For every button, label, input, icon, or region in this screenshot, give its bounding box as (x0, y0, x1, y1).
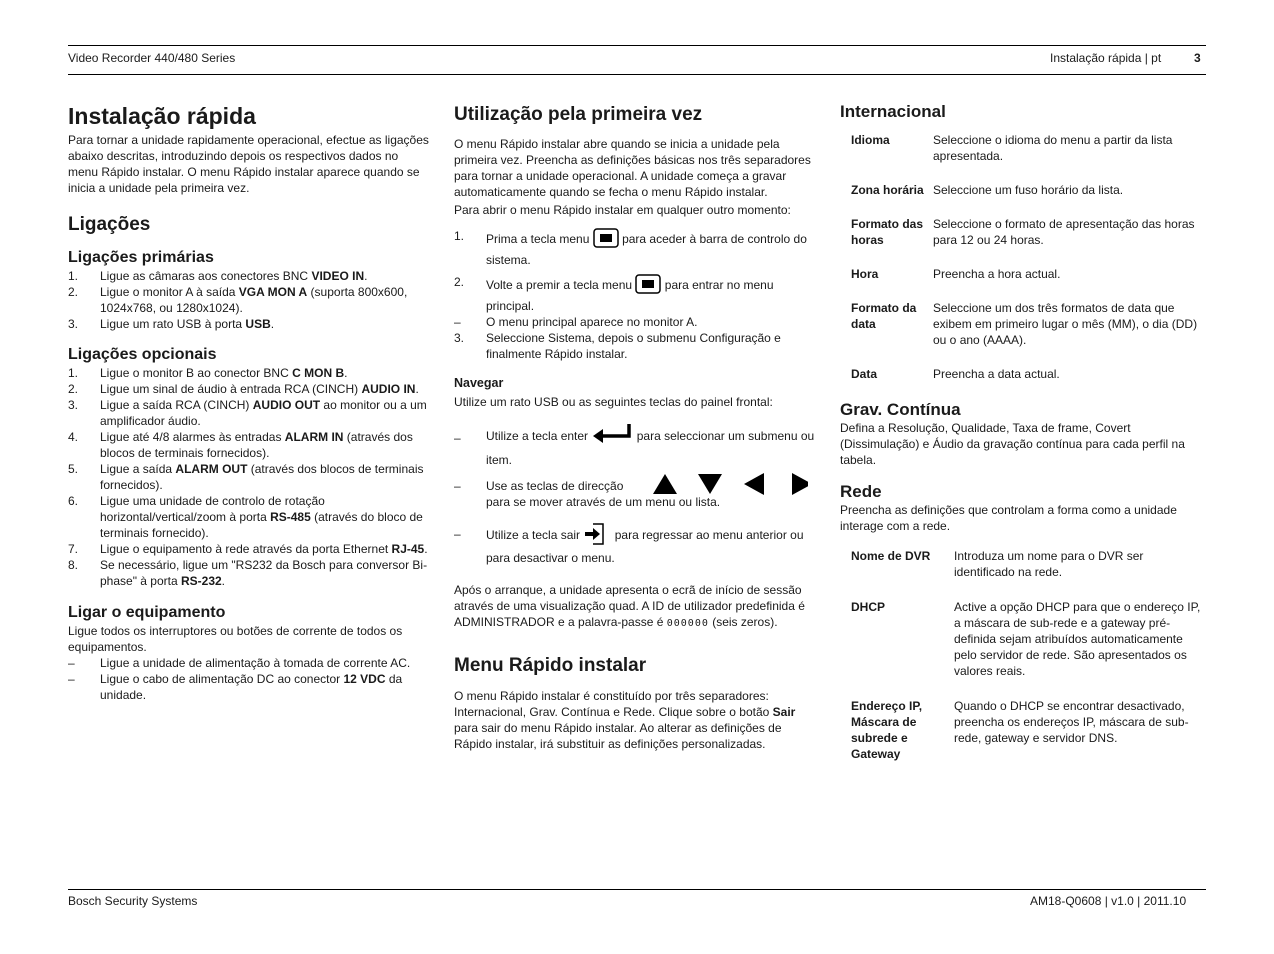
header-left: Video Recorder 440/480 Series (68, 51, 236, 65)
column-3 (840, 102, 1206, 781)
header-rule-top (68, 45, 1206, 46)
column-1 (68, 100, 430, 703)
nav-exit: – Utilize a tecla sair para regressar ao menu anterior ou para desactivar o menu. (454, 522, 816, 566)
list-item: – Ligue a unidade de alimentação à tomada de corrente AC. (68, 656, 411, 670)
step-2: 2. Volte a premir a tecla menu para entrar no menu principal. (454, 275, 774, 313)
step-1: 1. Prima a tecla menu para aceder à barra de controlo do sistema. (454, 229, 807, 267)
utilizacao-intro: O menu Rápido instalar abre quando se inicia a unidade pela primeira vez. Preencha as definições básicas nos três separadores para tornar a unidade operacional. A unidade começa a gravar automaticamente quando se fecha o menu Rápido instalar. (454, 137, 811, 199)
list-item: 5. Ligue a saída ALARM OUT (através dos blocos de terminais fornecidos). (68, 462, 424, 492)
arrow-up-icon (653, 474, 677, 494)
definition-row: Endereço IP, Máscara de subrede e Gateway Quando o DHCP se encontrar desactivado, preencha os endereços IP, máscara de sub-rede, gateway e servidor DNS. (851, 699, 1189, 761)
definition-row: Formato da data Seleccione um dos três formatos de data que exibem em primeiro lugar o mês (MM), o dia (DD) ou o ano (AAAA). (851, 301, 1198, 347)
footer-left: Bosch Security Systems (68, 894, 198, 908)
list-item: 2. Ligue um sinal de áudio à entrada RCA (CINCH) AUDIO IN. (68, 382, 419, 396)
step-3: 3. Seleccione Sistema, depois o submenu Configuração e finalmente Rápido instalar. (454, 331, 781, 361)
definition-row: Formato das horas Seleccione o formato de apresentação das horas para 12 ou 24 horas. (851, 217, 1195, 247)
ligar-list (68, 655, 430, 703)
section-rede: Rede (840, 482, 882, 501)
internacional-table (840, 132, 1206, 382)
nav-enter: – Utilize a tecla enter para seleccionar um submenu ou item. (454, 422, 816, 468)
exit-key-icon (583, 522, 611, 550)
column-2 (454, 100, 816, 752)
section-ligacoes: Ligações (68, 214, 151, 235)
arrow-right-icon (792, 473, 808, 495)
definition-row: DHCP Active a opção DHCP para que o endereço IP, a máscara de sub-rede e a gateway pré-definida sejam atribuídos automaticamente pelo servidor de rede. São apresentados os valores reais. (851, 600, 1201, 678)
navegar-intro: Utilize um rato USB ou as seguintes teclas do painel frontal: (454, 395, 773, 409)
enter-key-icon (591, 422, 633, 452)
after-login-text: Após o arranque, a unidade apresenta o ecrã de início de sessão através de uma visualização quad. A ID de utilizador predefinida é ADMINISTRADOR e a palavra-passe é 000000 (seis zeros). (454, 583, 805, 629)
footer-right: AM18-Q0608 | v1.0 | 2011.10 (1030, 894, 1187, 908)
utilizacao-intro2: Para abrir o menu Rápido instalar em qualquer outro momento: (454, 203, 791, 217)
definition-row: Idioma Seleccione o idioma do menu a partir da lista apresentada. (851, 133, 1173, 163)
page-title: Instalação rápida (68, 103, 256, 129)
footer-rule (68, 889, 1206, 890)
list-item: – Ligue o cabo de alimentação DC ao conector 12 VDC da unidade. (68, 672, 403, 702)
page-number: 3 (1194, 51, 1201, 65)
header-rule-bottom (68, 74, 1206, 75)
arrow-down-icon (698, 474, 722, 494)
definition-row: Hora Preencha a hora actual. (851, 267, 1061, 281)
ligar-intro: Ligue todos os interruptores ou botões de corrente de todos os equipamentos. (68, 624, 403, 654)
subsection-opcionais: Ligações opcionais (68, 346, 217, 363)
subsection-ligar: Ligar o equipamento (68, 604, 226, 621)
section-grav-continua: Grav. Contínua (840, 400, 961, 419)
intro-text: Para tornar a unidade rapidamente operacional, efectue as ligações abaixo descritas, introduzindo depois os respectivos dados no menu Rápido instalar. O menu Rápido instalar aparece quando se inicia a unidade pela primeira vez. (68, 133, 429, 195)
header-section: Instalação rápida | pt (1050, 51, 1162, 65)
list-item: 2. Ligue o monitor A à saída VGA MON A (suporta 800x600, 1024x768, ou 1280x1024). (68, 285, 408, 315)
opcionais-list (68, 365, 430, 589)
section-menu-rapido: Menu Rápido instalar (454, 655, 647, 676)
list-item: 4. Ligue até 4/8 alarmes às entradas ALARM IN (através dos blocos de terminais fornecidos). (68, 430, 413, 460)
nav-arrows: – Use as teclas de direcção para se mover através de um menu ou lista. (454, 478, 816, 510)
list-item: 3. Ligue um rato USB à porta USB. (68, 317, 275, 331)
list-item: 6. Ligue uma unidade de controlo de rotação horizontal/vertical/zoom à porta RS-485 (através do bloco de terminais fornecido). (68, 494, 423, 540)
menu-rapido-text: O menu Rápido instalar é constituído por três separadores: Internacional, Grav. Contínua e Rede. Clique sobre o botão Sair para sair do menu Rápido instalar. Ao alterar as definições de Rápido instalar, irá substituir as definições personalizadas. (454, 689, 796, 751)
step-dash: – O menu principal aparece no monitor A. (454, 315, 698, 329)
list-item: 8. Se necessário, ligue um "RS232 da Bosch para conversor Bi-phase" à porta RS-232. (68, 558, 428, 588)
arrow-left-icon (744, 473, 764, 495)
definition-row: Data Preencha a data actual. (851, 367, 1060, 381)
primarias-list (68, 268, 430, 332)
menu-key-icon (593, 228, 619, 252)
grav-text: Defina a Resolução, Qualidade, Taxa de frame, Covert (Dissimulação) e Áudio da gravação contínua para cada perfil na tabela. (840, 421, 1185, 467)
rede-table (840, 548, 1206, 762)
rede-text: Preencha as definições que controlam a forma como a unidade interage com a rede. (840, 503, 1177, 533)
list-item: 3. Ligue a saída RCA (CINCH) AUDIO OUT ao monitor ou a um amplificador áudio. (68, 398, 427, 428)
section-utilizacao: Utilização pela primeira vez (454, 104, 703, 125)
list-item: 1. Ligue o monitor B ao conector BNC C MON B. (68, 366, 348, 380)
section-internacional: Internacional (840, 102, 946, 121)
subsection-primarias: Ligações primárias (68, 249, 214, 266)
definition-row: Zona horária Seleccione um fuso horário da lista. (851, 183, 1124, 197)
menu-key-icon (635, 274, 661, 298)
arrow-keys (648, 472, 808, 502)
list-item: 1. Ligue as câmaras aos conectores BNC VIDEO IN. (68, 269, 368, 283)
definition-row: Nome de DVR Introduza um nome para o DVR ser identificado na rede. (851, 549, 1144, 579)
navegar-title: Navegar (454, 376, 504, 390)
list-item: 7. Ligue o equipamento à rede através da porta Ethernet RJ-45. (68, 542, 428, 556)
